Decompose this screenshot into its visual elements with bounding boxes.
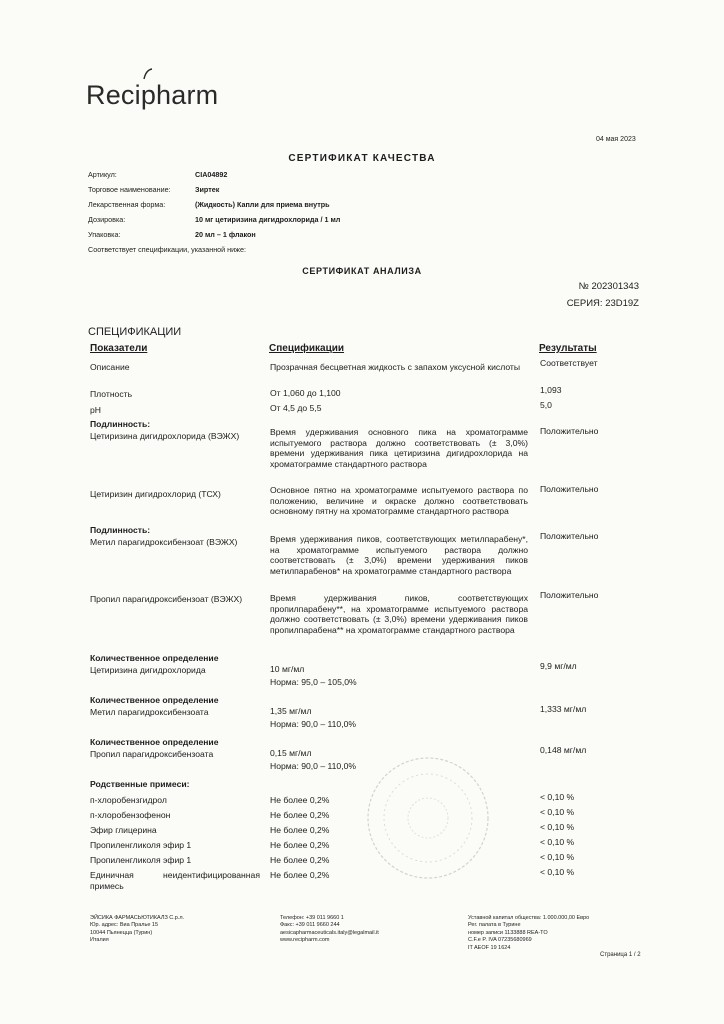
spec-text: 0,15 мг/мл — [270, 748, 312, 758]
footer-line: www.recipharm.com — [280, 937, 330, 944]
spec-result: 0,148 мг/мл — [540, 745, 587, 755]
spec-text: Основное пятно на хроматограмме испытуемого раствора по положению, величине и окраске должно соответствовать основному пятну на хроматограмме стандартного раствора — [270, 485, 528, 517]
impurity-spec: Не более 0,2% — [270, 870, 330, 880]
info-value: CIA04892 — [195, 170, 228, 179]
specs-heading: СПЕЦИФИКАЦИИ — [88, 326, 182, 338]
footer-line: ЭЙСИКА ФАРМАСЬЮТИКАЛЗ С.р.л. — [90, 915, 185, 921]
footer-line: aesicapharmaceuticals.italy@legalmail.it — [280, 929, 379, 936]
spec-norm: Норма: 95,0 – 105,0% — [270, 677, 357, 687]
footer-line: Италия — [90, 937, 109, 944]
spec-result: Положительно — [540, 590, 599, 600]
impurity-result: < 0,10 % — [540, 837, 575, 847]
footer-line: 10044 Пьянецца (Турин) — [90, 929, 153, 936]
info-label: Дозировка: — [88, 215, 126, 224]
info-value: 10 мг цетиризина дигидрохлорида / 1 мл — [195, 215, 341, 224]
group-heading: Количественное определение — [90, 653, 219, 663]
page-number: Страница 1 / 2 — [600, 952, 641, 958]
spec-result: Соответствует — [540, 358, 598, 368]
spec-text: Время удерживания основного пика на хроматограмме испытуемого раствора должно соответствовать (± 3,0%) времени удерживания пика цетиризина дигидрохлорида на хроматограмме стандартного раствора — [270, 427, 528, 469]
spec-label: Плотность — [90, 389, 133, 399]
spec-result: Положительно — [540, 484, 599, 494]
column-header-indicators: Показатели — [90, 343, 148, 354]
group-heading: Количественное определение — [90, 695, 219, 705]
spec-norm: Норма: 90,0 – 110,0% — [270, 761, 357, 771]
spec-text: 1,35 мг/мл — [270, 706, 312, 716]
document-date: 04 мая 2023 — [596, 136, 636, 143]
spec-label: pH — [90, 405, 101, 415]
spec-result: 5,0 — [540, 400, 552, 410]
footer-registration — [468, 915, 589, 952]
spec-result: 1,093 — [540, 385, 562, 395]
spec-result: 9,9 мг/мл — [540, 661, 577, 671]
certificate-number: № 202301343 — [578, 281, 639, 292]
footer-company — [90, 915, 184, 945]
footer-line: C.F.e P. IVA 07235680969 — [468, 937, 532, 944]
impurity-result: < 0,10 % — [540, 792, 575, 802]
impurity-result: < 0,10 % — [540, 822, 575, 832]
impurity-label: п-хлоробензофенон — [90, 810, 171, 820]
spec-label: Метил парагидроксибензоата — [90, 707, 209, 717]
spec-label: Пропил парагидроксибензоат (ВЭЖХ) — [90, 594, 243, 604]
spec-result: Положительно — [540, 426, 599, 436]
impurity-label: Пропиленгликоля эфир 1 — [90, 855, 192, 865]
info-label: Лекарственная форма: — [88, 200, 166, 209]
impurity-result: < 0,10 % — [540, 867, 575, 877]
info-value: Зиртек — [195, 185, 220, 194]
footer-line: номер записи 1133888 REA-TO — [468, 929, 548, 936]
impurities-heading: Родственные примеси: — [90, 779, 190, 789]
info-label: Торговое наименование: — [88, 185, 171, 194]
spec-text: Время удерживания пиков, соответствующих метилпарабену*, на хроматограмме испытуемого раствора должно соответствовать (± 3,0%) времени удерживания пиков метилпарабенов* на хроматограмме стандартного раствора — [270, 534, 528, 576]
footer-contacts — [280, 915, 379, 945]
brand-logo: Recipharm — [86, 80, 219, 110]
group-heading: Количественное определение — [90, 737, 219, 747]
impurity-label: п-хлоробензгидрол — [90, 795, 167, 805]
spec-text: От 4,5 до 5,5 — [270, 403, 322, 413]
spec-text: 10 мг/мл — [270, 664, 305, 674]
spec-text: Прозрачная бесцветная жидкость с запахом уксусной кислоты — [270, 362, 521, 372]
footer-line: Факс: +39 011 9660 244 — [280, 922, 340, 929]
info-label: Соответствует спецификации, указанной ниже: — [88, 245, 246, 254]
batch-series: СЕРИЯ: 23D19Z — [566, 298, 639, 309]
impurity-label: Пропиленгликоля эфир 1 — [90, 840, 192, 850]
spec-label: Описание — [90, 362, 130, 372]
impurity-label: Эфир глицерина — [90, 825, 157, 835]
footer-line: IT AEOF 19 1624 — [468, 944, 511, 951]
footer-line: Рег. палата в Турине — [468, 922, 521, 929]
info-value: 20 мл – 1 флакон — [195, 230, 256, 239]
impurity-result: < 0,10 % — [540, 852, 575, 862]
spec-label: Пропил парагидроксибензоата — [90, 749, 214, 759]
footer-line: Телефон: +39 011 9660 1 — [280, 915, 344, 921]
spec-norm: Норма: 90,0 – 110,0% — [270, 719, 357, 729]
spec-label: Метил парагидроксибензоат (ВЭЖХ) — [90, 537, 238, 547]
spec-label: Цетиризина дигидрохлорида — [90, 665, 206, 675]
logo-swoosh-icon — [143, 68, 153, 80]
impurity-spec: Не более 0,2% — [270, 795, 330, 805]
spec-result: Положительно — [540, 531, 599, 541]
footer-line: Уставной капитал общества: 1.000.000,00 Евро — [468, 915, 590, 921]
impurity-spec: Не более 0,2% — [270, 855, 330, 865]
footer-line: Юр. адрес: Виа Пралье 15 — [90, 922, 159, 929]
group-heading: Подлинность: — [90, 525, 151, 535]
impurity-result: < 0,10 % — [540, 807, 575, 817]
info-label: Упаковка: — [88, 230, 121, 239]
spec-text: От 1,060 до 1,100 — [270, 388, 341, 398]
info-label: Артикул: — [88, 170, 117, 179]
spec-label: Цетиризина дигидрохлорида (ВЭЖХ) — [90, 431, 240, 441]
column-header-results: Результаты — [539, 343, 597, 354]
spec-label: Цетиризин дигидрохлорид (ТСХ) — [90, 489, 221, 499]
column-header-specs: Спецификации — [269, 343, 345, 354]
impurity-spec: Не более 0,2% — [270, 825, 330, 835]
impurity-spec: Не более 0,2% — [270, 840, 330, 850]
certificate-title: СЕРТИФИКАТ КАЧЕСТВА — [288, 153, 436, 164]
impurity-spec: Не более 0,2% — [270, 810, 330, 820]
spec-result: 1,333 мг/мл — [540, 704, 587, 714]
group-heading: Подлинность: — [90, 419, 151, 429]
analysis-title: СЕРТИФИКАТ АНАЛИЗА — [302, 266, 422, 276]
impurity-label: Единичная неидентифицированная примесь — [90, 870, 260, 891]
spec-text: Время удерживания пиков, соответствующих пропилпарабену**, на хроматограмме испытуемого раствора должно соответствовать (± 3,0%) времени удерживания пиков пропилпарабена** на хроматограмме стандартного раствора — [270, 593, 528, 635]
info-value: (Жидкость) Капли для приема внутрь — [195, 200, 330, 209]
company-stamp — [362, 752, 494, 884]
